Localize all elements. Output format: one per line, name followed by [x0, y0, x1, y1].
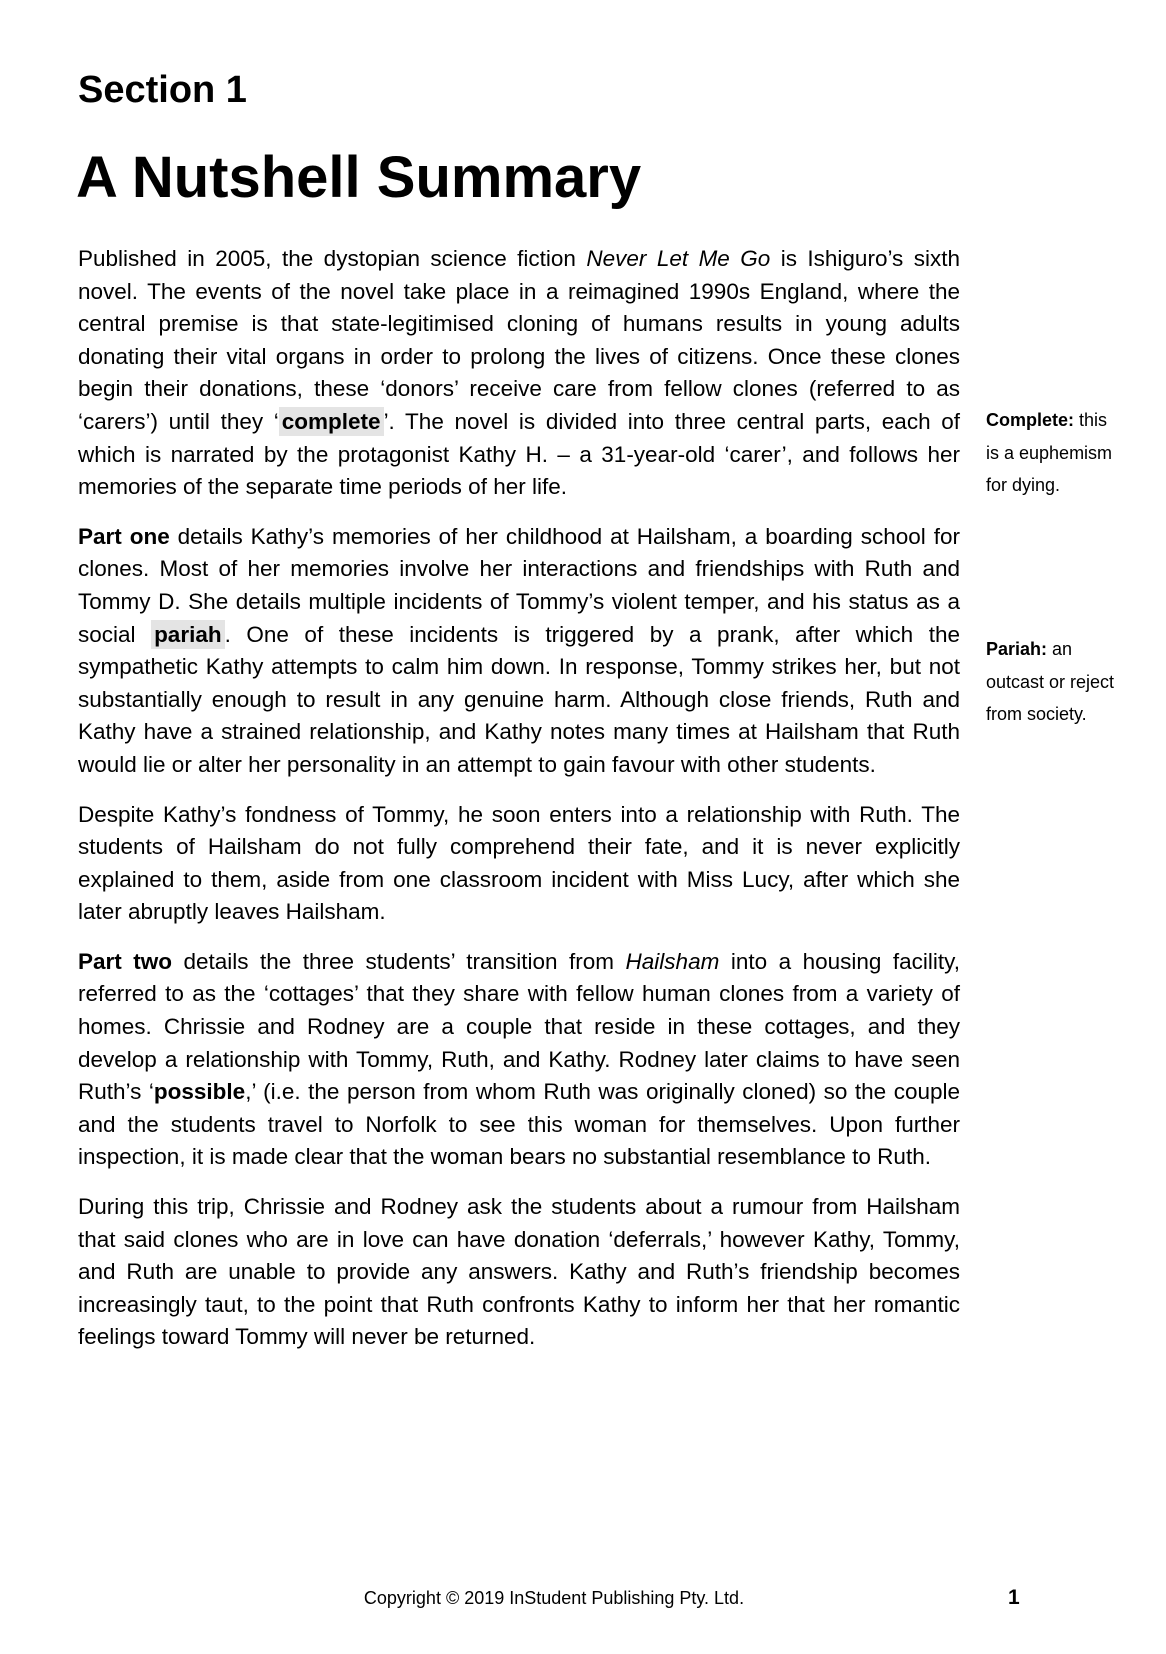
margin-note-line: outcast or reject	[986, 671, 1115, 692]
text-segment: details the three students’ transition from	[172, 948, 626, 974]
text-segment: . One of these incidents is triggered by a prank, after which the sympathetic Kathy attempts to calm him down. In response, Tommy strikes her, but not substantially enough to result in any genuine harm. Although close friends, Ruth and Kathy have a strained relationship, and Kathy notes many times at Hailsham that Ruth would lie or alter her personality in an attempt to gain favour with other students.	[78, 621, 961, 777]
text-segment: Never Let Me Go	[586, 246, 771, 271]
margin-note-line	[986, 404, 1152, 437]
section-label: Section 1	[78, 69, 247, 111]
text-segment: into a housing facility, referred to as the ‘cottages’ that they share with fellow human clones from a variety of homes. Chrissie and Rodney are a couple that reside in these cottages, and they develop a relationship with Tommy, Ruth, and Kathy. Rodney later claims to have seen Ruth’s ‘	[78, 948, 960, 1105]
text-segment: During this trip, Chrissie and Rodney ask the students about a rumour from Hailsham that said clones who are in love can have donation ‘deferrals,’ however Kathy, Tommy, and Ruth are unable to provide any answers. Kathy and Ruth’s friendship becomes increasingly taut, to the point that Ruth confronts Kathy to inform her that her romantic feelings toward Tommy will never be returned.	[78, 1194, 960, 1350]
paragraph	[78, 1191, 960, 1354]
margin-note-line	[986, 633, 1152, 666]
margin-note-complete	[986, 404, 1152, 502]
text-segment: ,’ (i.e. the person from whom Ruth was originally cloned) so the couple and the students travel to Norfolk to see this woman for themselves. Upon further inspection, it is made clear that the woman bears no substantial resemblance to Ruth.	[78, 1079, 961, 1170]
margin-note-line: is a euphemism	[986, 442, 1113, 463]
paragraph	[78, 243, 960, 504]
footer-copyright: Copyright © 2019 InStudent Publishing Pty. Ltd.	[363, 1588, 745, 1608]
body-paragraphs	[78, 243, 960, 1371]
highlighted-term: pariah	[151, 620, 225, 649]
text-segment: is Ishiguro’s sixth novel. The events of the novel take place in a reimagined 1990s England, where the central premise is that state-legitimised cloning of humans results in young adults donating their vital organs in order to prolong the lives of citizens. Once these clones begin their donations, these ‘donors’ receive care from fellow clones (referred to as ‘carers’) until they ‘	[78, 246, 961, 434]
paragraph	[78, 946, 960, 1174]
paragraph	[78, 521, 960, 782]
margin-note-term: Complete:	[986, 410, 1075, 430]
highlighted-term: complete	[279, 407, 384, 436]
text-segment: Part two	[78, 948, 172, 974]
text-segment: details Kathy’s memories of her childhood at Hailsham, a boarding school for clones. Most of her memories involve her interactions and friendships with Ruth and Tommy D. She details multiple incidents of Tommy’s violent temper, and his status as a social	[78, 523, 960, 647]
page-title: A Nutshell Summary	[76, 145, 642, 210]
margin-note-text: this	[1079, 410, 1108, 430]
text-segment: Hailsham	[625, 948, 720, 974]
margin-note-line: for dying.	[986, 475, 1061, 496]
text-segment: possible	[153, 1079, 246, 1105]
margin-note-pariah	[986, 633, 1152, 731]
paragraph	[78, 799, 960, 929]
text-segment: Part one	[78, 523, 170, 549]
text-segment: ’. The novel is divided into three central parts, each of which is narrated by the protagonist Kathy H. – a 31-year-old ‘carer’, and follows her memories of the separate time periods of her life.	[78, 408, 960, 500]
margin-note-term: Pariah:	[986, 639, 1048, 659]
text-segment: Despite Kathy’s fondness of Tommy, he soon enters into a relationship with Ruth. The students of Hailsham do not fully comprehend their fate, and it is never explicitly explained to them, aside from one classroom incident with Miss Lucy, after which she later abruptly leaves Hailsham.	[78, 801, 960, 925]
text-segment: Published in 2005, the dystopian science fiction	[78, 246, 587, 271]
margin-note-text: an	[1052, 639, 1073, 659]
margin-note-line: from society.	[986, 704, 1087, 725]
page-number: 1	[1008, 1586, 1020, 1609]
